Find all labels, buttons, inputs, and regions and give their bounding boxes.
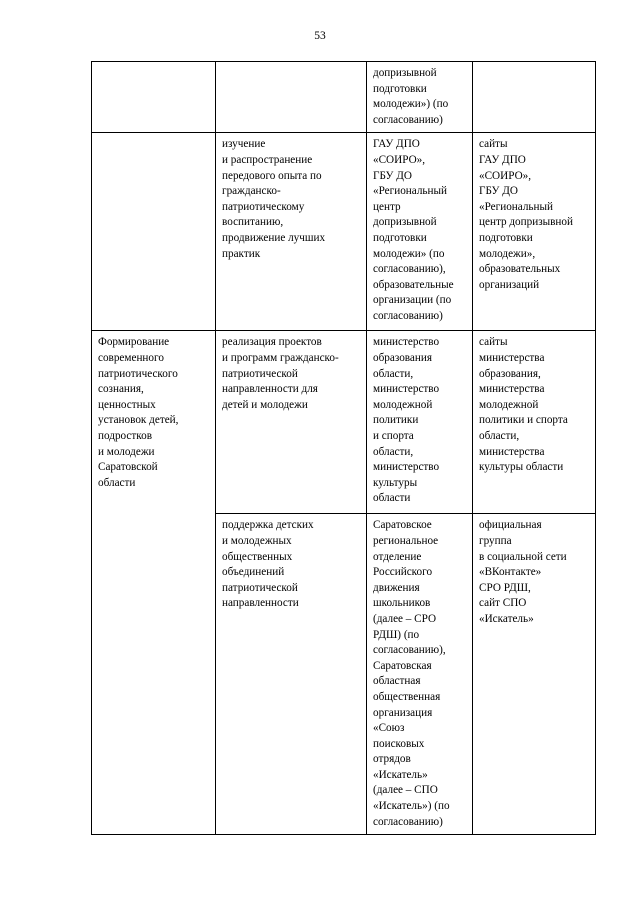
table-cell-measure: реализация проектов и программ гражданско- патриотической направленности для детей и молодежи	[216, 331, 367, 514]
table-row	[92, 133, 596, 331]
table-cell-measure: изучение и распространение передового опыта по гражданско- патриотическому воспитанию, продвижение лучших практик	[216, 133, 367, 331]
table-row	[92, 331, 596, 514]
table-cell-executors: допризывной подготовки молодежи») (по согласованию)	[367, 62, 473, 133]
table-cell-direction: Формирование современного патриотического сознания, ценностных установок детей, подростков и молодежи Саратовской области	[92, 331, 216, 514]
table-cell-resources: сайты ГАУ ДПО «СОИРО», ГБУ ДО «Региональный центр допризывной подготовки молодежи», образовательных организаций	[473, 133, 596, 331]
table-row	[92, 514, 596, 835]
table-cell-measure: поддержка детских и молодежных общественных объединений патриотической направленности	[216, 514, 367, 835]
table-cell-measure	[216, 62, 367, 133]
table-cell-direction	[92, 62, 216, 133]
table-cell-direction	[92, 514, 216, 835]
table-row	[92, 62, 596, 133]
table-cell-executors: министерство образования области, министерство молодежной политики и спорта области, министерство культуры области	[367, 331, 473, 514]
table-cell-executors: Саратовское региональное отделение Российского движения школьников (далее – СРО РДШ) (по согласованию), Саратовская областная общественная организация «Союз поисковых отрядов «Искатель» (далее – СПО «Искатель») (по согласованию)	[367, 514, 473, 835]
table-cell-resources: сайты министерства образования, министерства молодежной политики и спорта области, министерства культуры области	[473, 331, 596, 514]
table-cell-direction	[92, 133, 216, 331]
page-number: 53	[314, 30, 326, 42]
measures-table	[91, 61, 596, 835]
table-cell-executors: ГАУ ДПО «СОИРО», ГБУ ДО «Региональный центр допризывной подготовки молодежи» (по согласованию), образовательные организации (по согласованию)	[367, 133, 473, 331]
table-cell-resources	[473, 62, 596, 133]
table-cell-resources: официальная группа в социальной сети «ВКонтакте» СРО РДШ, сайт СПО «Искатель»	[473, 514, 596, 835]
